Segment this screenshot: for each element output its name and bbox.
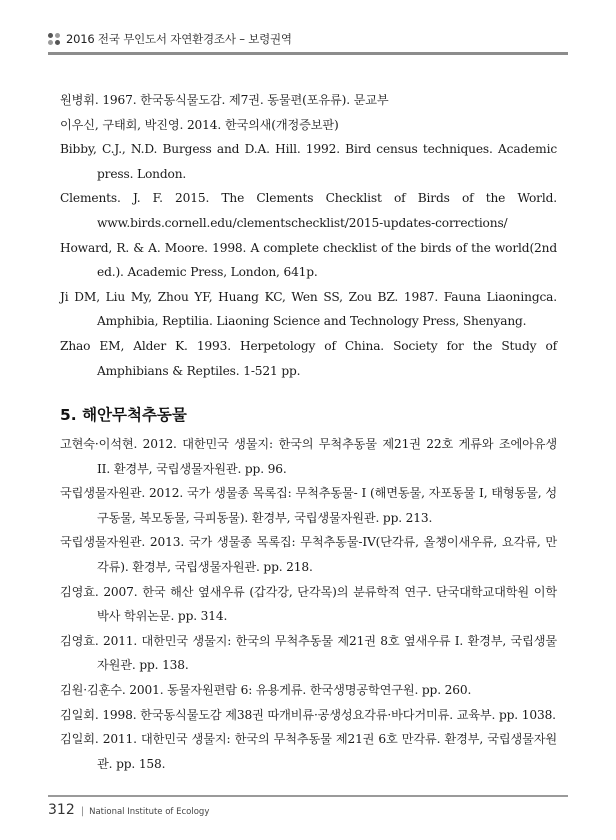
- reference-item: Howard, R. & A. Moore. 1998. A complete checklist of the birds of the world(2nd ed.). Academic Press, London, 641p.: [60, 240, 557, 280]
- reference-item: 김영효. 2007. 한국 해산 옆새우류 (갑각강, 단각목)의 분류학적 연구. 단국대학교대학원 이학박사 학위논문. pp. 314.: [60, 584, 557, 624]
- page-header: [48, 28, 568, 50]
- footer-divider: [48, 795, 568, 797]
- reference-list-birds-reptiles: [60, 88, 557, 383]
- reference-item: 이우신, 구태회, 박진영. 2014. 한국의새(개정증보판): [60, 117, 339, 132]
- reference-item: 김일회. 1998. 한국동식물도감 제38권 따개비류·공생성요각류·바다거미류. 교육부. pp. 1038.: [60, 707, 556, 722]
- page-footer: [48, 802, 209, 818]
- reference-item: 김일회. 2011. 대한민국 생물지: 한국의 무척추동물 제21권 6호 만각류. 환경부, 국립생물자원관. pp. 158.: [60, 732, 557, 771]
- reference-item: 김원·김훈수. 2001. 동물자원편람 6: 유용게류. 한국생명공학연구원. pp. 260.: [60, 682, 472, 697]
- page-number: 312: [48, 802, 75, 818]
- reference-item: 국립생물자원관. 2013. 국가 생물종 목록집: 무척추동물-IV(단각류, 올챙이새우류, 요각류, 만각류). 환경부, 국립생물자원관. pp. 218.: [60, 535, 557, 574]
- header-title: 2016 전국 무인도서 자연환경조사 – 보령권역: [66, 32, 292, 46]
- footer-institute-name: National Institute of Ecology: [89, 807, 210, 817]
- reference-list-invertebrates: [60, 432, 557, 776]
- header-logo-icon: [48, 33, 60, 45]
- reference-item: 원병휘. 1967. 한국동식물도감. 제7권. 동물편(포유류). 문교부: [60, 93, 389, 107]
- reference-item: Clements. J. F. 2015. The Clements Checklist of Birds of the World. www.birds.cornell.edu/clementschecklist/2015-updates-corrections/: [60, 191, 557, 230]
- reference-item: Ji DM, Liu My, Zhou YF, Huang KC, Wen SS, Zou BZ. 1987. Fauna Liaoningca. Amphibia, Reptilia. Liaoning Science and Technology Press, Shenyang.: [60, 289, 557, 329]
- reference-item: 고현숙·이석현. 2012. 대한민국 생물지: 한국의 무척추동물 제21권 22호 게류와 조에아유생 II. 환경부, 국립생물자원관. pp. 96.: [60, 437, 557, 476]
- reference-item: Bibby, C.J., N.D. Burgess and D.A. Hill. 1992. Bird census techniques. Academic press. London.: [60, 142, 557, 181]
- footer-separator: |: [80, 806, 85, 817]
- section-heading: 5. 해안무척추동물: [60, 406, 187, 424]
- header-divider: [48, 52, 568, 55]
- reference-item: Zhao EM, Alder K. 1993. Herpetology of China. Society for the Study of Amphibians & Reptiles. 1-521 pp.: [60, 338, 557, 378]
- reference-item: 국립생물자원관. 2012. 국가 생물종 목록집: 무척추동물- I (해면동물, 자포동물 I, 태형동물, 성구동물, 복모동물, 극피동물). 환경부, 국립생물자원관. pp. 213.: [60, 486, 557, 525]
- reference-item: 김영효. 2011. 대한민국 생물지: 한국의 무척추동물 제21권 8호 옆새우류 I. 환경부, 국립생물자원관. pp. 138.: [60, 633, 557, 673]
